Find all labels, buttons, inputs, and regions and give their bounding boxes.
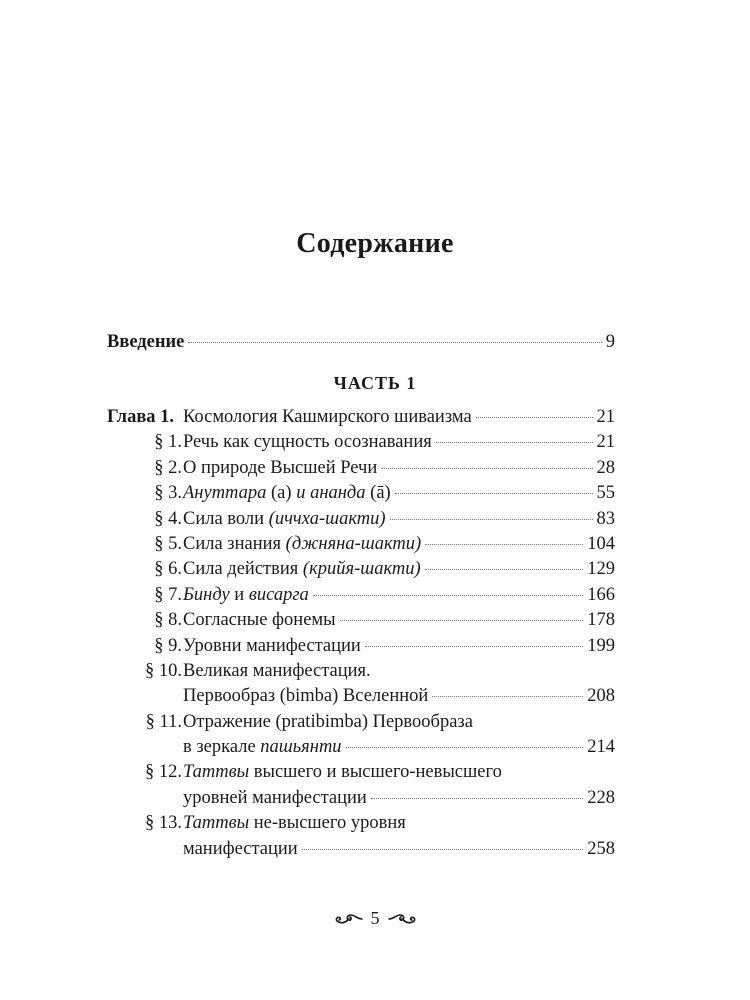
entry-title: Согласные фонемы (183, 610, 336, 631)
toc-entry-section-10-continued[interactable] (107, 684, 615, 709)
toc-entry-section-8[interactable] (107, 608, 615, 633)
toc-entry-section-12[interactable] (107, 760, 615, 785)
section-number: § 1. (154, 432, 182, 453)
dot-leader (371, 798, 583, 799)
entry-title: Речь как сущность осознавания (183, 432, 432, 453)
page-number: 208 (587, 686, 615, 707)
page-number-footer: 5 (370, 908, 380, 928)
page-number: 21 (596, 432, 615, 453)
dot-leader (432, 696, 583, 697)
page-number: 55 (596, 483, 615, 504)
entry-title: Ануттара (a) и ананда (ā) (183, 483, 391, 504)
page-number: 21 (596, 407, 615, 427)
intro-label: Введение (107, 332, 185, 352)
entry-title-line-2: манифестации (183, 838, 298, 859)
page-number: 166 (587, 584, 615, 605)
section-number: § 13. (145, 813, 182, 834)
dot-leader (188, 342, 601, 343)
toc-entry-section-4[interactable] (107, 507, 615, 532)
page-title: Содержание (296, 228, 454, 259)
page-number: 228 (587, 787, 615, 808)
table-of-contents (107, 405, 615, 862)
toc-entry-section-1[interactable] (107, 430, 615, 455)
chapter-label: Глава 1. (107, 407, 175, 427)
section-number: § 6. (154, 559, 182, 580)
toc-entry-section-6[interactable] (107, 557, 615, 582)
toc-entry-section-5[interactable] (107, 532, 615, 557)
page-number: 9 (605, 332, 615, 352)
entry-title: Уровни манифестации (183, 635, 361, 656)
dot-leader (476, 417, 593, 418)
dot-leader (313, 595, 583, 596)
section-number: § 2. (154, 457, 182, 478)
entry-title-line-1: Отражение (pratibimba) Первообраза (183, 711, 473, 732)
left-ornament-icon (335, 912, 363, 926)
section-number: § 11. (145, 711, 182, 732)
entry-title-line-1: Таттвы не-высшего уровня (183, 813, 406, 834)
section-number: § 5. (154, 533, 182, 554)
entry-title-line-1: Великая манифестация. (183, 660, 371, 681)
toc-entry-section-13-continued[interactable] (107, 837, 615, 862)
entry-title: О природе Высшей Речи (183, 457, 378, 478)
section-number: § 9. (154, 635, 182, 656)
page-number: 104 (587, 533, 615, 554)
dot-leader (425, 569, 584, 570)
entry-title-line-2: уровней манифестации (183, 787, 367, 808)
dot-leader (340, 620, 584, 621)
toc-entry-section-11-continued[interactable] (107, 735, 615, 760)
page-number: 83 (596, 508, 615, 529)
toc-entry-intro[interactable] (107, 330, 615, 355)
toc-entry-section-2[interactable] (107, 456, 615, 481)
toc-entry-chapter-1[interactable] (107, 405, 615, 430)
part-heading: ЧАСТЬ 1 (333, 373, 417, 393)
page-number: 178 (587, 610, 615, 631)
toc-entry-section-9[interactable] (107, 634, 615, 659)
dot-leader (390, 519, 593, 520)
section-number: § 7. (154, 584, 182, 605)
section-number: § 4. (154, 508, 182, 529)
entry-title: Сила действия (крийя-шакти) (183, 559, 421, 580)
entry-title-line-1: Таттвы высшего и высшего-невысшего (183, 762, 502, 783)
dot-leader (381, 468, 592, 469)
toc-entry-section-10[interactable] (107, 659, 615, 684)
dot-leader (395, 493, 593, 494)
entry-title: Бинду и висарга (183, 584, 309, 605)
page-number: 28 (596, 457, 615, 478)
page-number: 214 (587, 737, 615, 758)
page-footer (0, 908, 750, 929)
toc-entry-section-12-continued[interactable] (107, 786, 615, 811)
right-ornament-icon (388, 912, 416, 926)
entry-title-line-2: Первообраз (bimba) Вселенной (183, 686, 429, 707)
section-number: § 8. (154, 610, 182, 631)
entry-title: Сила знания (джняна-шакти) (183, 533, 422, 554)
page-number: 199 (587, 635, 615, 656)
entry-title-line-2: в зеркале пашьянти (183, 737, 342, 758)
section-number: § 3. (154, 483, 182, 504)
toc-entry-section-13[interactable] (107, 811, 615, 836)
toc-entry-section-11[interactable] (107, 710, 615, 735)
section-number: § 10. (145, 660, 182, 681)
page-number: 129 (587, 559, 615, 580)
section-number: § 12. (145, 762, 182, 783)
dot-leader (365, 646, 583, 647)
toc-entry-section-3[interactable] (107, 481, 615, 506)
entry-title: Сила воли (иччха-шакти) (183, 508, 386, 529)
page-number: 258 (587, 838, 615, 859)
entry-title: Космология Кашмирского шиваизма (183, 407, 472, 427)
dot-leader (436, 442, 593, 443)
toc-entry-section-7[interactable] (107, 583, 615, 608)
dot-leader (425, 544, 583, 545)
dot-leader (346, 747, 584, 748)
dot-leader (302, 849, 584, 850)
